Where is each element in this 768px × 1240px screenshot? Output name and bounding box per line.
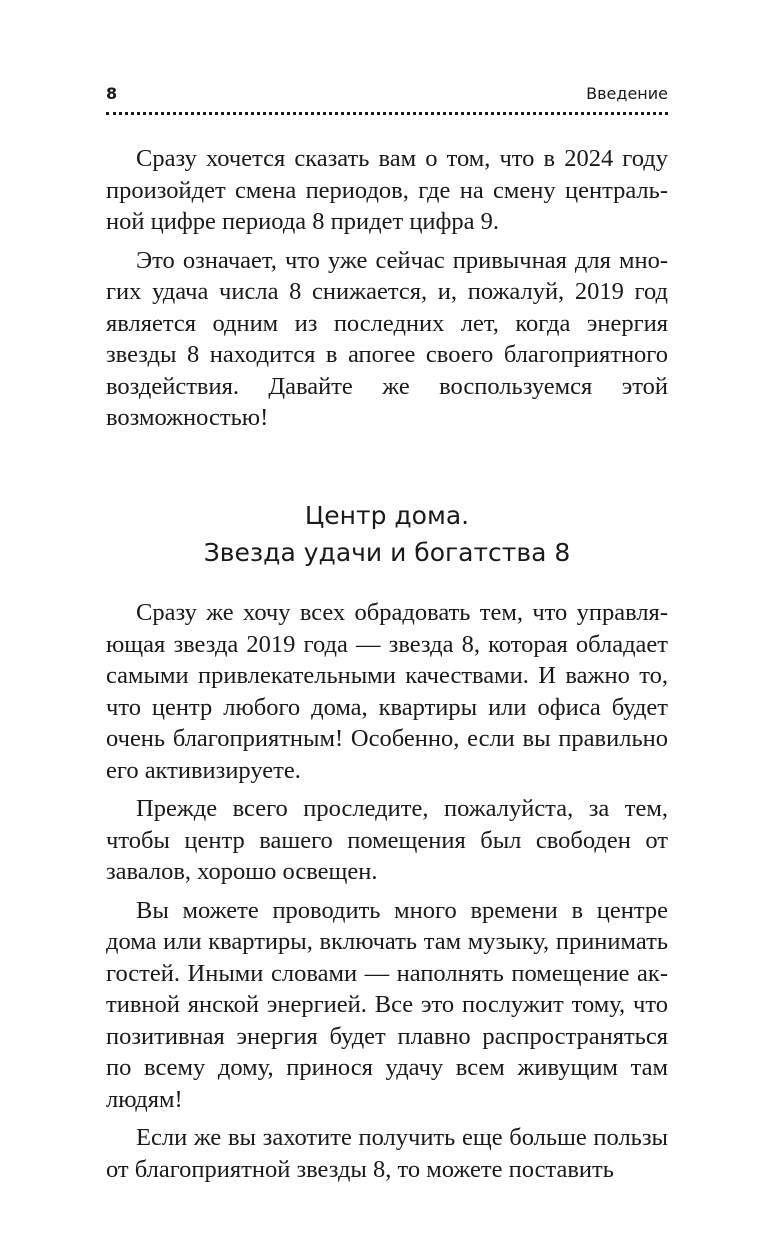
paragraph: Прежде всего проследите, пожалуйста, за тем, чтобы центр вашего помещения был свободен от завалов, хорошо освещен. <box>106 795 668 885</box>
heading-line-2: Звезда удачи и богатства 8 <box>203 538 571 567</box>
page-number: 8 <box>106 84 118 103</box>
section-title: Введение <box>586 84 668 103</box>
paragraph: Это означает, что уже сейчас привычная для многих удача числа 8 снижается, и, пожалуй, 2019 год является одним из последних лет, когда энергия звезды 8 находится в апогее своего благоприятного воздействия. Давайте же воспользуемся этой возможностью! <box>106 246 668 431</box>
body-text <box>106 597 668 1185</box>
dotted-divider <box>106 112 668 115</box>
paragraph: Сразу хочется сказать вам о том, что в 2024 году произойдет смена периодов, где на смену центральной цифре периода 8 придет цифра 9. <box>106 145 668 235</box>
intro-text <box>106 143 668 434</box>
paragraph: Если же вы захотите получить еще больше пользы от благоприятной звезды 8, то можете поставить <box>106 1124 668 1183</box>
heading-line-1: Центр дома. <box>304 501 470 530</box>
paragraph: Сразу же хочу всех обрадовать тем, что управляющая звезда 2019 года — звезда 8, которая обладает самыми привлекательными качествами. И важно то, что центр любого дома, квартиры или офиса будет очень благоприятным! Особенно, если вы правильно его активизируете. <box>106 599 668 784</box>
running-header <box>106 84 668 108</box>
section-heading <box>106 497 668 571</box>
paragraph: Вы можете проводить много времени в центре дома или квартиры, включать там музыку, принимать гостей. Иными словами — наполнять помещение активной янской энергией. Все это послужит тому, что позитивная энергия будет плавно распространяться по всему дому, принося удачу всем живущим там людям! <box>106 896 668 1113</box>
